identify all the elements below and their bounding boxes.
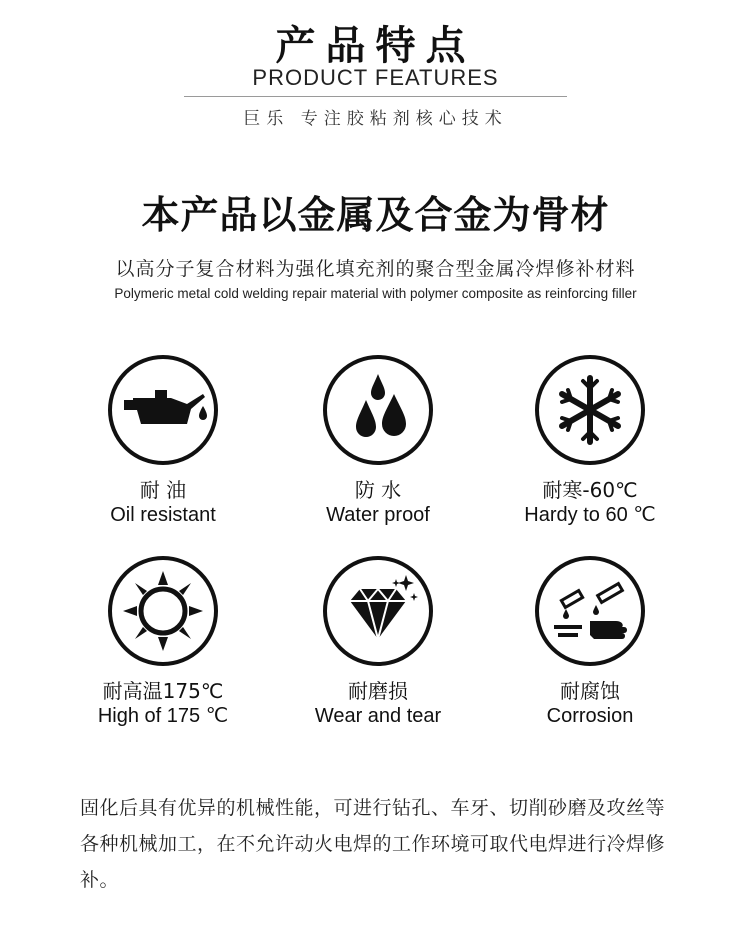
feature-label-en: Oil resistant (110, 504, 216, 526)
headline: 本产品以金属及合金为骨材 (141, 193, 610, 237)
feature-cold-resistant (490, 354, 690, 528)
feature-corrosion-resistant (490, 555, 690, 729)
feature-label-en: High of 175 ℃ (97, 705, 229, 727)
feature-label-en: Hardy to 60 ℃ (524, 504, 656, 526)
feature-label-cn: 耐磨损 (348, 679, 408, 703)
feature-oil-resistant (63, 354, 263, 528)
feature-high-temperature (63, 555, 263, 729)
feature-label-cn: 耐腐蚀 (560, 679, 620, 703)
feature-label-cn: 防 水 (354, 478, 402, 502)
divider (184, 96, 567, 97)
subheadline-chinese: 以高分子复合材料为强化填充剂的聚合型金属冷焊修补材料 (115, 258, 636, 280)
sun-icon (107, 555, 219, 667)
feature-label-cn: 耐 油 (139, 478, 187, 502)
feature-label-cn: 耐寒-60℃ (542, 478, 638, 502)
oil-can-icon (107, 354, 219, 466)
corrosion-icon (534, 555, 646, 667)
tagline: 巨乐 专注胶粘剂核心技术 (243, 109, 508, 129)
feature-label-en: Wear and tear (314, 705, 442, 727)
feature-label-cn: 耐高温175℃ (102, 679, 224, 703)
water-drops-icon (322, 354, 434, 466)
snowflake-icon (534, 354, 646, 466)
feature-water-proof (278, 354, 478, 528)
diamond-icon (322, 555, 434, 667)
feature-label-en: Corrosion (546, 705, 634, 727)
page-title: 产品特点 (275, 23, 476, 69)
feature-wear-resistant (278, 555, 478, 729)
page-title-english: PRODUCT FEATURES (252, 65, 499, 90)
feature-label-en: Water proof (326, 504, 430, 526)
description-paragraph: 固化后具有优异的机械性能，可进行钻孔、车牙、切削砂磨及攻丝等各种机械加工，在不允许动火电焊的工作环境可取代电焊进行冷焊修补。 (80, 797, 666, 891)
subheadline-english: Polymeric metal cold welding repair material with polymer composite as reinforcing filler (114, 286, 637, 301)
